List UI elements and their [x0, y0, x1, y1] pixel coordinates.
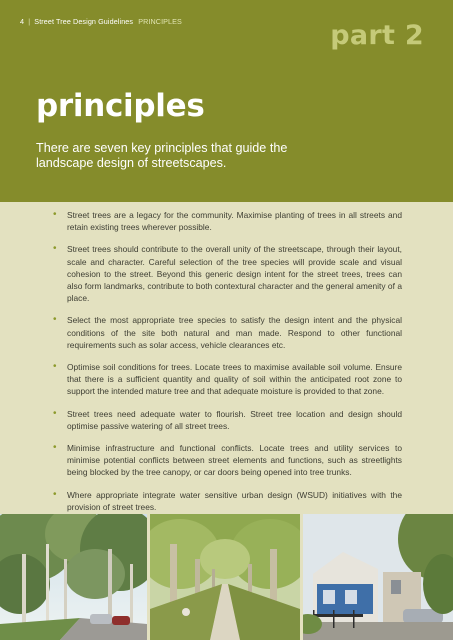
document-title: Street Tree Design Guidelines [34, 17, 134, 26]
photo-strip [0, 514, 453, 640]
principle-text: Street trees need adequate water to flourish. Street tree location and design should optimise passive watering of all street trees. [67, 408, 402, 431]
list-item [53, 408, 402, 432]
bullet-icon: • [53, 407, 57, 419]
bullet-icon: • [53, 314, 57, 326]
page-title: principles [36, 88, 205, 124]
list-item [53, 361, 402, 398]
principle-text: Where appropriate integrate water sensitive urban design (WSUD) initiatives with the provision of street trees. [67, 489, 402, 512]
list-item [53, 314, 402, 351]
page-number: 4 [20, 17, 25, 26]
principle-text: Street trees should contribute to the overall unity of the streetscape, through their layout, scale and character. Careful selection of the tree species will provide scale and visual cohesion to the street. Beyond this generic design intent for the street trees, trees can also form landmarks, contribute to both contextural character and the general amenity of a place. [67, 244, 402, 304]
running-head-separator: | [28, 17, 31, 26]
list-item [53, 243, 402, 304]
principle-text: Street trees are a legacy for the community. Maximise planting of trees in all streets and retain existing trees wherever possible. [67, 210, 402, 233]
bullet-icon: • [53, 442, 57, 454]
principle-text: Optimise soil conditions for trees. Locate trees to maximise available soil volume. Ensure that there is a sufficient quantity and quality of soil within the anticipated root zone to support the intended mature tree and that adequate moisture is provided to that zone. [67, 362, 402, 397]
principle-text: Select the most appropriate tree species to satisfy the design intent and the physical conditions of the site both natural and man made. Respond to other functional requirements such as solar access, vehicle clearances etc. [67, 315, 402, 350]
section-name: PRINCIPLES [138, 17, 182, 26]
header-band [0, 0, 453, 202]
list-item [53, 442, 402, 479]
part-label: part 2 [330, 20, 424, 51]
principle-text: Minimise infrastructure and functional conflicts. Locate trees and utility services to minimise potential conflicts between street elements and functions, such as streetlights being blocked by the tree canopy, or car doors being opened into tree trunks. [67, 443, 402, 478]
bullet-icon: • [53, 243, 57, 255]
principles-list [53, 209, 402, 523]
photo-eucalyptus-street [0, 514, 147, 640]
bullet-icon: • [53, 488, 57, 500]
list-item [53, 489, 402, 513]
running-head [20, 17, 182, 26]
list-item [53, 209, 402, 233]
bullet-icon: • [53, 209, 57, 220]
photo-residential-street [303, 514, 453, 640]
page-subtitle: There are seven key principles that guide the landscape design of streetscapes. [36, 141, 288, 170]
bullet-icon: • [53, 361, 57, 373]
photo-plane-tree-avenue [150, 514, 300, 640]
